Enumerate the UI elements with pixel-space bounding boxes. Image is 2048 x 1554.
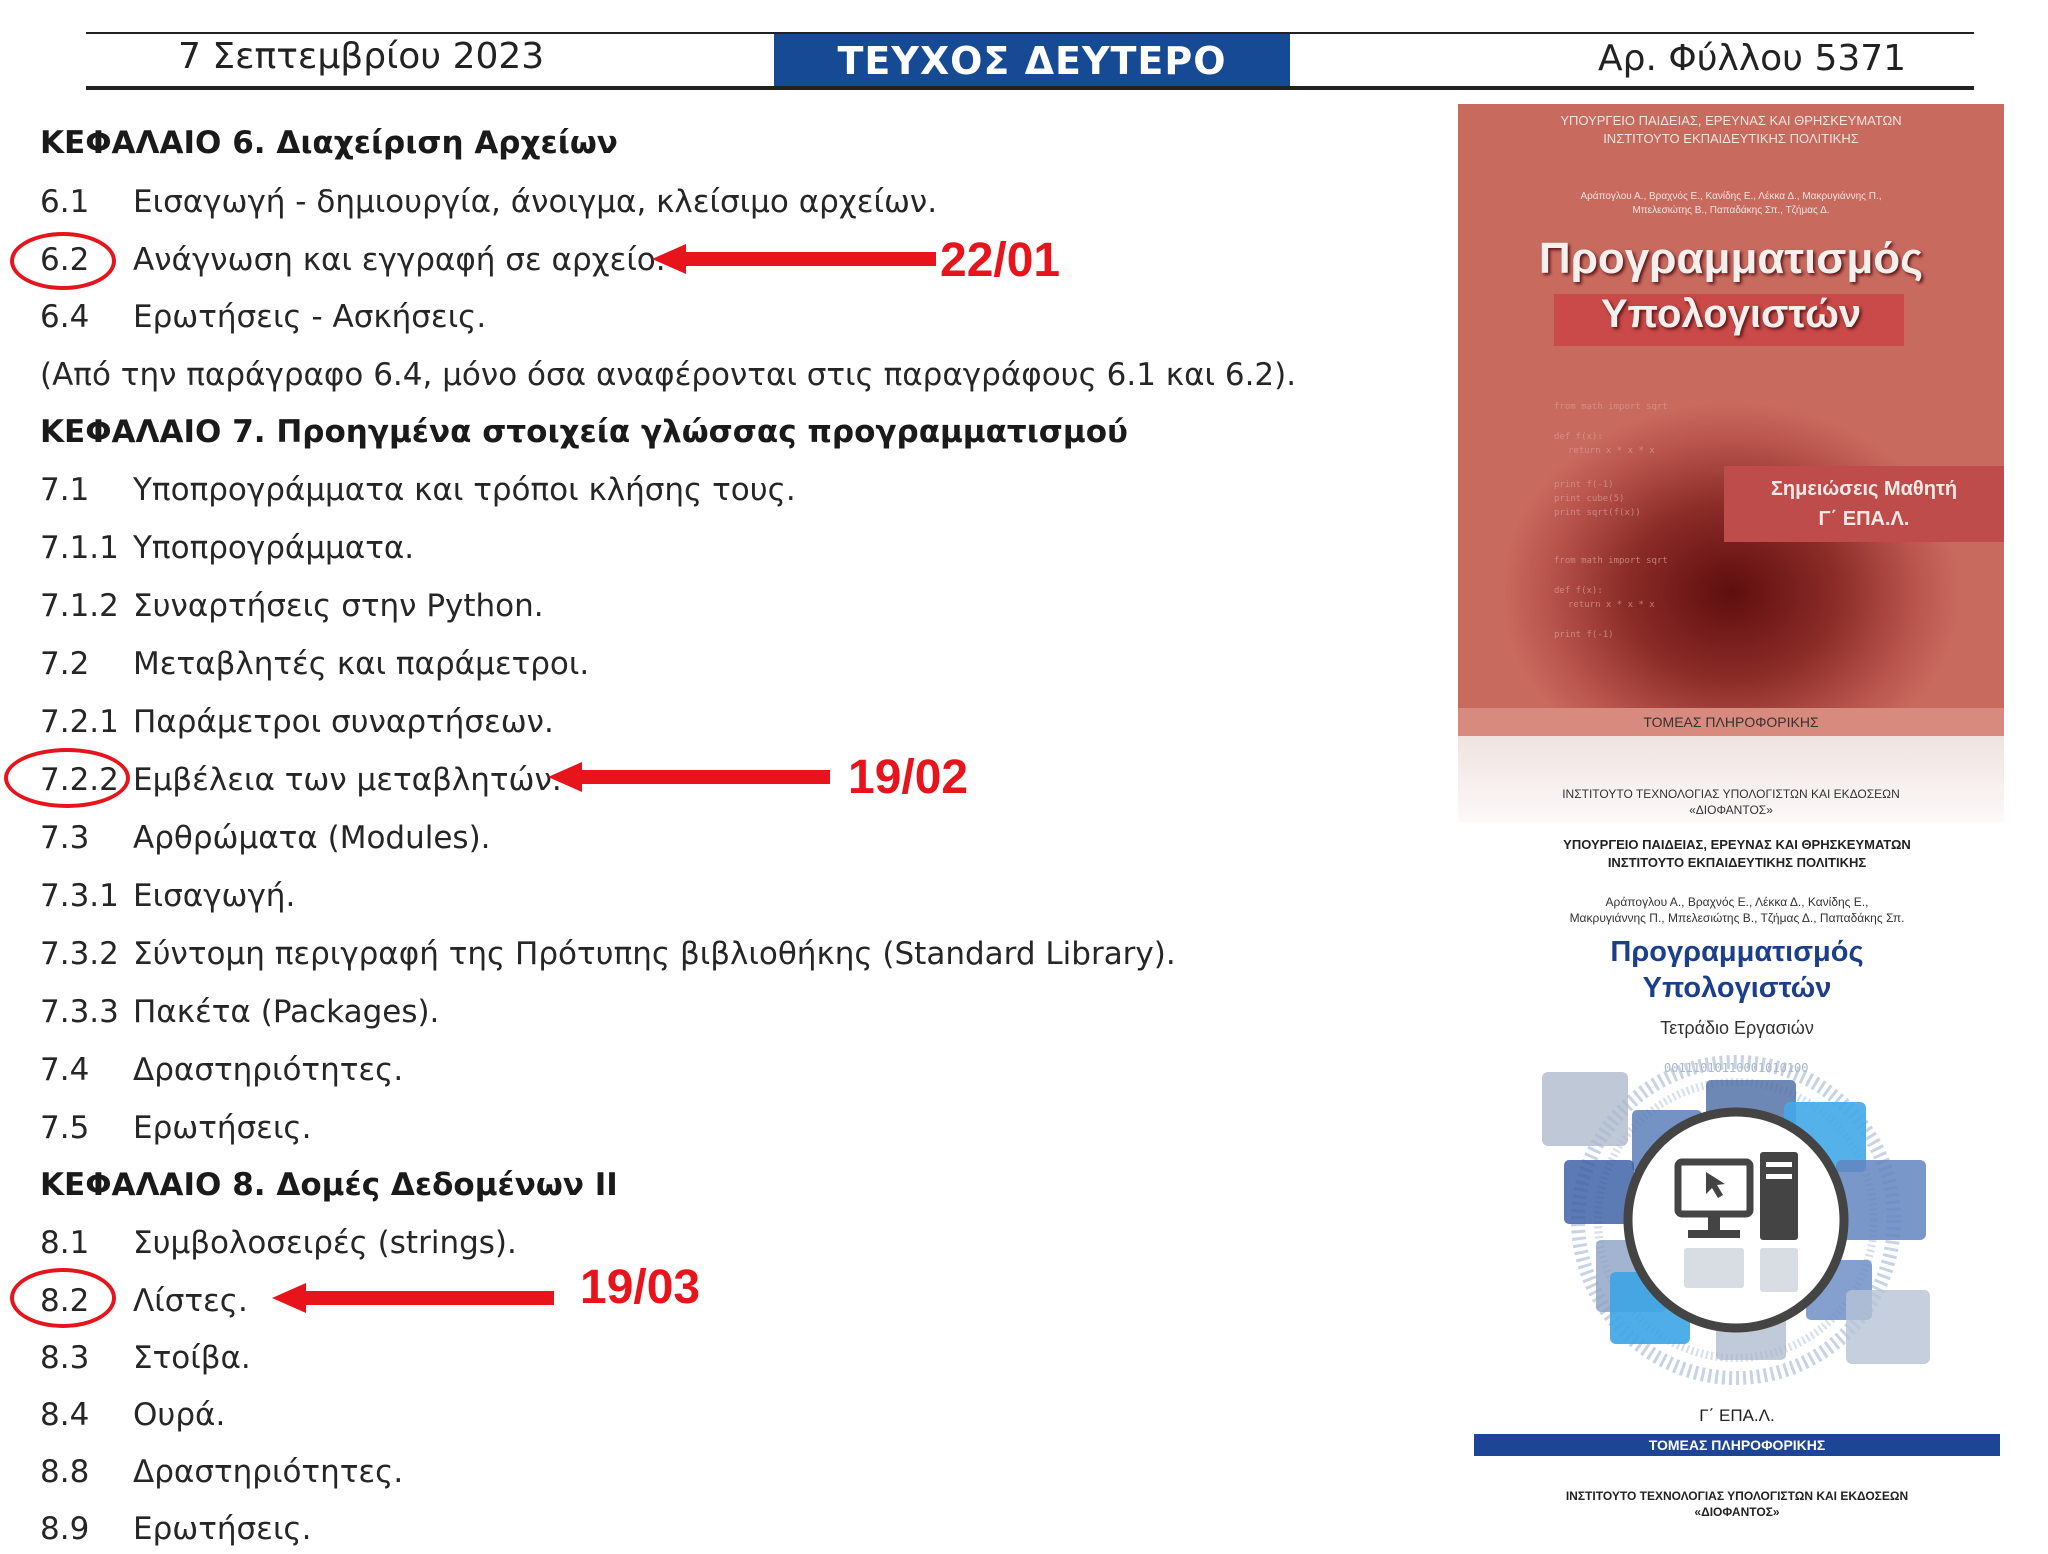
deco-square: [1846, 1290, 1930, 1364]
ministry-line: ΙΝΣΤΙΤΟΥΤΟ ΕΚΠΑΙΔΕΥΤΙΚΗΣ ΠΟΛΙΤΙΚΗΣ: [1603, 131, 1859, 146]
toc-text: Πακέτα (Packages).: [133, 994, 440, 1030]
toc-num: 7.1: [40, 472, 90, 508]
toc-num: 7.2.1: [40, 704, 119, 740]
institute-line: «ΔΙΟΦΑΝΤΟΣ»: [1689, 803, 1773, 817]
code-line: return x * x * x: [1568, 600, 1655, 610]
toc-text: Στοίβα.: [133, 1340, 251, 1376]
book2-institute: [1474, 1488, 2000, 1520]
book-cover-student-notes: [1458, 104, 2004, 822]
toc-text: Παράμετροι συναρτήσεων.: [133, 704, 554, 740]
toc-text: Δραστηριότητες.: [133, 1454, 404, 1490]
book2-title-line1: Προγραμματισμός: [1610, 936, 1864, 968]
book1-title-line1: Προγραμματισμός: [1538, 234, 1924, 283]
toc-num: 6.2: [40, 242, 90, 278]
header-rule-bottom: [86, 86, 1974, 90]
monitor-reflection: [1684, 1248, 1744, 1288]
arrow-icon: [652, 244, 936, 274]
authors-line: Μακρυγιάννης Π., Μπελεσιώτης Β., Τζήμας Δ., Παπαδάκης Σπ.: [1569, 911, 1905, 925]
book1-title-line2: Υπολογιστών: [1600, 292, 1862, 336]
toc-num: 8.8: [40, 1454, 90, 1490]
code-line: print f(-1): [1554, 630, 1614, 640]
code-line: print sqrt(f(x)): [1554, 508, 1641, 518]
date-mark-19-03: 19/03: [580, 1261, 701, 1314]
code-line: print cube(5): [1554, 494, 1625, 504]
toc-num: 8.3: [40, 1340, 90, 1376]
book1-institute: [1458, 786, 2004, 818]
deco-square: [1564, 1160, 1634, 1224]
toc-text: Εισαγωγή.: [133, 878, 296, 914]
ministry-line: ΙΝΣΤΙΤΟΥΤΟ ΕΚΠΑΙΔΕΥΤΙΚΗΣ ΠΟΛΙΤΙΚΗΣ: [1607, 855, 1867, 870]
code-line: return x * x * x: [1568, 446, 1655, 456]
book2-title-line2: Υπολογιστών: [1642, 972, 1832, 1004]
institute-line: ΙΝΣΤΙΤΟΥΤΟ ΤΕΧΝΟΛΟΓΙΑΣ ΥΠΟΛΟΓΙΣΤΩΝ ΚΑΙ ΕΚΔΟΣΕΩΝ: [1562, 787, 1900, 801]
toc-num: 8.2: [40, 1283, 90, 1319]
toc-num: 7.3.3: [40, 994, 119, 1030]
chapter-6-note: (Από την παράγραφο 6.4, μόνο όσα αναφέρονται στις παραγράφους 6.1 και 6.2).: [40, 357, 1297, 393]
toc-text: Ερωτήσεις.: [133, 1511, 312, 1547]
book2-ministry: [1474, 836, 2000, 872]
toc-text: Ουρά.: [133, 1397, 226, 1433]
institute-line: ΙΝΣΤΙΤΟΥΤΟ ΤΕΧΝΟΛΟΓΙΑΣ ΥΠΟΛΟΓΙΣΤΩΝ ΚΑΙ ΕΚΔΟΣΕΩΝ: [1565, 1489, 1909, 1503]
tower-slot: [1766, 1162, 1792, 1167]
toc-text: Ερωτήσεις - Ασκήσεις.: [133, 299, 487, 335]
monitor-stand: [1708, 1214, 1720, 1230]
highlight-circle-6-2: [10, 232, 116, 290]
book1-authors: [1458, 190, 2004, 218]
book1-notes-label: [1724, 466, 2004, 542]
computer-emblem-illustration: [1536, 1050, 1936, 1390]
arrow-icon: [272, 1283, 554, 1313]
authors-line: Μπελεσιώτης Β., Παπαδάκης Σπ., Τζήμας Δ.: [1632, 205, 1830, 216]
toc-text: Δραστηριότητες.: [133, 1052, 404, 1088]
toc-text: Εισαγωγή - δημιουργία, άνοιγμα, κλείσιμο αρχείων.: [133, 184, 938, 220]
notes-line: Γ΄ ΕΠΑ.Λ.: [1818, 508, 1910, 530]
toc-num: 7.3.1: [40, 878, 119, 914]
toc-num: 7.1.2: [40, 588, 119, 624]
deco-square: [1836, 1160, 1926, 1240]
book1-ministry: [1458, 112, 2004, 148]
ministry-line: ΥΠΟΥΡΓΕΙΟ ΠΑΙΔΕΙΑΣ, ΕΡΕΥΝΑΣ ΚΑΙ ΘΡΗΣΚΕΥΜΑΤΩΝ: [1563, 837, 1911, 852]
book2-grade: Γ΄ ΕΠΑ.Λ.: [1699, 1406, 1775, 1425]
toc-num: 6.1: [40, 184, 90, 220]
header-sheet-number: Αρ. Φύλλου 5371: [1598, 38, 1907, 79]
toc-text: Ανάγνωση και εγγραφή σε αρχείο.: [133, 242, 666, 278]
date-mark-22-01: 22/01: [940, 234, 1061, 287]
book-cover-workbook: [1474, 828, 2000, 1528]
toc-num: 7.3.2: [40, 936, 119, 972]
toc-num: 7.4: [40, 1052, 90, 1088]
chapter-8-heading: ΚΕΦΑΛΑΙΟ 8. Δομές Δεδομένων ΙΙ: [40, 1167, 618, 1203]
toc-text: Λίστες.: [133, 1283, 248, 1319]
toc-num: 7.1.1: [40, 530, 119, 566]
toc-num: 8.1: [40, 1225, 90, 1261]
toc-text: Μεταβλητές και παράμετροι.: [133, 646, 590, 682]
chapter-7-heading: ΚΕΦΑΛΑΙΟ 7. Προηγμένα στοιχεία γλώσσας προγραμματισμού: [40, 414, 1128, 450]
arrow-icon: [548, 762, 830, 792]
toc-text: Υποπρογράμματα και τρόποι κλήσης τους.: [133, 472, 796, 508]
keyboard-icon: [1688, 1230, 1740, 1238]
header-date: 7 Σεπτεμβρίου 2023: [178, 36, 545, 77]
authors-line: Αράπογλου Α., Βραχνός Ε., Κανίδης Ε., Λέκκα Δ., Μακρυγιάννης Π.,: [1580, 191, 1882, 202]
toc-text: Συμβολοσειρές (strings).: [133, 1225, 517, 1261]
toc-text: Αρθρώματα (Modules).: [133, 820, 491, 856]
highlight-circle-8-2: [10, 1268, 116, 1328]
chapter-6-heading: ΚΕΦΑΛΑΙΟ 6. Διαχείριση Αρχείων: [40, 125, 618, 161]
tower-reflection: [1760, 1248, 1798, 1292]
tower-slot: [1766, 1174, 1792, 1179]
book1-department: ΤΟΜΕΑΣ ΠΛΗΡΟΦΟΡΙΚΗΣ: [1458, 708, 2004, 736]
toc-num: 8.9: [40, 1511, 90, 1547]
toc-text: Υποπρογράμματα.: [133, 530, 415, 566]
highlight-circle-7-2-2: [4, 748, 130, 808]
toc-num: 7.3: [40, 820, 90, 856]
code-line: def f(x):: [1554, 432, 1603, 442]
notes-line: Σημειώσεις Μαθητή: [1770, 478, 1958, 500]
authors-line: Αράπογλου Α., Βραχνός Ε., Λέκκα Δ., Κανίδης Ε.,: [1605, 895, 1869, 909]
toc-num: 7.2.2: [40, 762, 119, 798]
code-line: from math import sqrt: [1554, 402, 1668, 412]
header-issue-banner: ΤΕΥΧΟΣ ΔΕΥΤΕΡΟ: [774, 34, 1290, 88]
emblem-circle: [1628, 1112, 1844, 1328]
book2-subtitle: Τετράδιο Εργασιών: [1660, 1018, 1814, 1038]
toc-num: 6.4: [40, 299, 90, 335]
book2-department: ΤΟΜΕΑΣ ΠΛΗΡΟΦΟΡΙΚΗΣ: [1474, 1434, 2000, 1456]
code-line: print f(-1): [1554, 480, 1614, 490]
date-mark-19-02: 19/02: [848, 751, 969, 804]
toc-text: Εμβέλεια των μεταβλητών.: [133, 762, 562, 798]
code-line: def f(x):: [1554, 586, 1603, 596]
toc-text: Σύντομη περιγραφή της Πρότυπης βιβλιοθήκης (Standard Library).: [133, 936, 1176, 972]
toc-num: 7.5: [40, 1110, 90, 1146]
ministry-line: ΥΠΟΥΡΓΕΙΟ ΠΑΙΔΕΙΑΣ, ΕΡΕΥΝΑΣ ΚΑΙ ΘΡΗΣΚΕΥΜΑΤΩΝ: [1560, 113, 1902, 128]
toc-num: 7.2: [40, 646, 90, 682]
code-line: from math import sqrt: [1554, 556, 1668, 566]
institute-line: «ΔΙΟΦΑΝΤΟΣ»: [1694, 1505, 1780, 1519]
book2-authors: [1474, 894, 2000, 926]
toc-text: Ερωτήσεις.: [133, 1110, 312, 1146]
toc-num: 8.4: [40, 1397, 90, 1433]
binary-text: 00111010110001010100: [1664, 1061, 1809, 1075]
toc-text: Συναρτήσεις στην Python.: [133, 588, 544, 624]
deco-square: [1542, 1072, 1628, 1146]
